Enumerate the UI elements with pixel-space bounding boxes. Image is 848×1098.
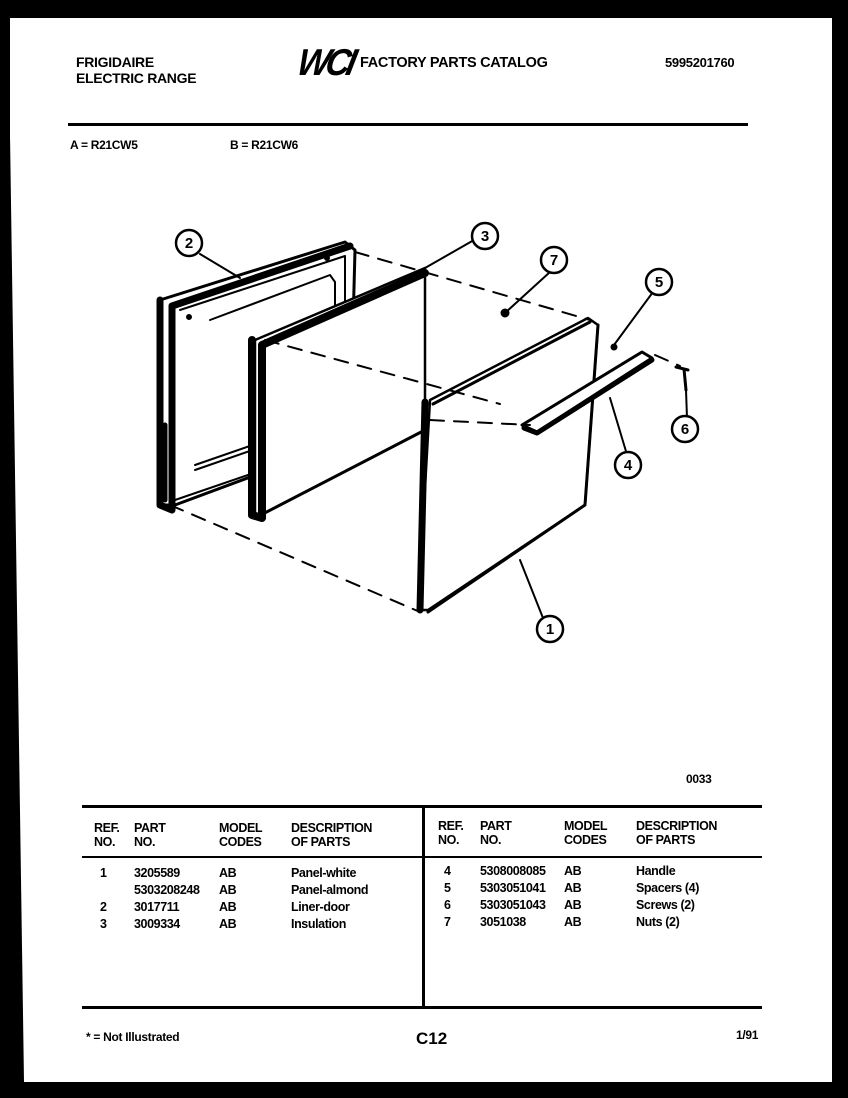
col-desc: DESCRIPTION OF PARTS (636, 819, 718, 847)
callout-7: 7 (549, 252, 559, 269)
catalog-number: 5995201760 (665, 55, 735, 70)
brand-name: FRIGIDAIRE (76, 54, 154, 70)
table-row: 1 3205589 AB Panel-white (100, 866, 357, 880)
table-row: 5303208248 AB Panel-almond (134, 883, 369, 897)
col-model: MODEL CODES (219, 821, 263, 849)
page-code: C12 (416, 1029, 448, 1048)
outer-panel-part-1 (418, 318, 598, 612)
product-type: ELECTRIC RANGE (76, 70, 197, 86)
callout-6: 6 (680, 421, 690, 438)
catalog-title: FACTORY PARTS CATALOG (360, 55, 548, 71)
table-row: 5 5303051041 AB Spacers (4) (444, 881, 699, 895)
table-row: 7 3051038 AB Nuts (2) (444, 915, 680, 929)
table-center-divider (422, 808, 425, 1008)
revision-date: 1/91 (736, 1028, 759, 1042)
table-header-row (438, 819, 717, 847)
model-a: A = R21CW5 (70, 138, 138, 152)
col-ref: REF. NO. (94, 821, 120, 849)
col-ref: REF. NO. (438, 819, 464, 847)
not-illustrated-note: * = Not Illustrated (86, 1030, 180, 1044)
figure-code: 0033 (686, 772, 712, 786)
model-b: B = R21CW6 (230, 138, 299, 152)
callout-1: 1 (545, 621, 555, 638)
table-row: 3 3009334 AB Insulation (100, 917, 347, 931)
table-row: 4 5308008085 AB Handle (444, 864, 676, 878)
callout-2: 2 (184, 235, 194, 252)
callout-3: 3 (480, 228, 490, 245)
parts-table-left (94, 821, 372, 933)
table-row: 2 3017711 AB Liner-door (100, 900, 350, 914)
table-bottom-rule (82, 1006, 762, 1009)
table-header-row (94, 821, 372, 849)
parts-table-right (438, 819, 717, 931)
callout-4: 4 (623, 457, 633, 474)
wci-logo: WCI (293, 42, 357, 84)
col-model: MODEL CODES (564, 819, 608, 847)
table-row: 6 5303051043 AB Screws (2) (444, 898, 695, 912)
exploded-door-diagram (10, 18, 832, 778)
screw-part-6 (676, 367, 688, 390)
col-part: PART NO. (134, 821, 166, 849)
col-desc: DESCRIPTION OF PARTS (291, 821, 373, 849)
col-part: PART NO. (480, 819, 512, 847)
callout-5: 5 (654, 274, 664, 291)
catalog-page (10, 18, 832, 1082)
